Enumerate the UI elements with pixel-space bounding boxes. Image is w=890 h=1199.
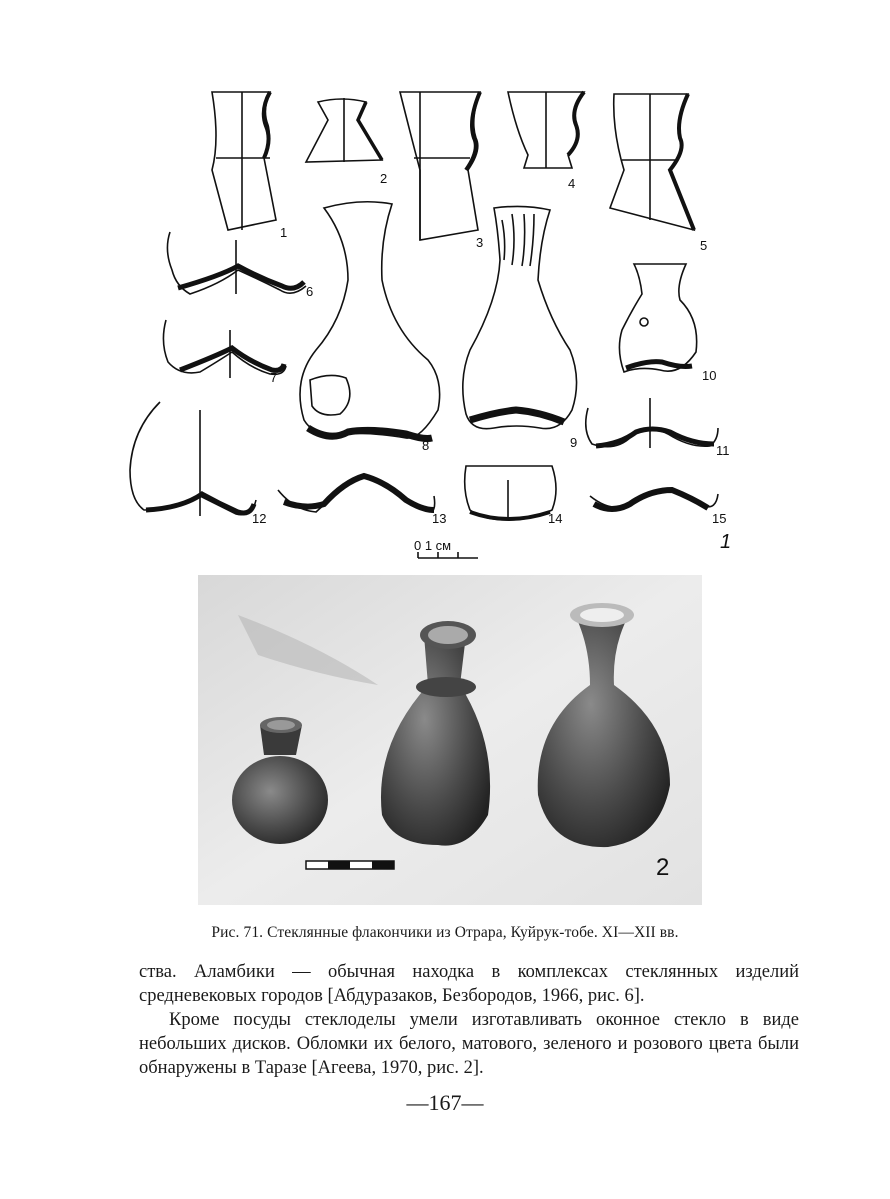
vessel-drawings [120,80,760,560]
label-3: 3 [476,235,484,250]
vessel-5 [610,94,694,230]
vessel-4 [508,92,584,168]
vessel-11 [586,398,718,448]
vessel-13 [278,476,435,512]
scale-label: 0 1 см [414,538,452,553]
body-text [139,960,799,1080]
paragraph: ства. Аламбики — обычная находка в комплексах стеклянных изделий средневековых городов [Абдуразаков, Безбородов, 1966, рис. 6]. [139,962,799,1006]
label-8: 8 [422,438,430,453]
label-5: 5 [700,238,708,253]
label-1: 1 [280,225,288,240]
label-9: 9 [570,435,578,450]
label-10: 10 [702,368,717,383]
paragraph: Кроме посуды стеклоделы умели изготавливать оконное стекло в виде небольших дисков. Обломки их белого, матового, зеленого и розового цвета были обнаружены в Таразе [Агеева, 1970, рис. 2]. [139,1010,799,1078]
vessel-8 [300,202,440,439]
label-12: 12 [252,511,267,526]
vessel-6 [167,232,306,294]
vessel-photograph [198,575,702,905]
vessel-14 [465,466,556,520]
page-number: —167— [406,1090,484,1115]
label-4: 4 [568,176,576,191]
vessel-2 [306,98,382,162]
figure-part-1-number: 1 [720,531,732,553]
label-7: 7 [270,370,278,385]
figure-caption: Рис. 71. Стеклянные флакончики из Отрара, Куйрук-тобе. XI—XII вв. [211,924,679,941]
label-11: 11 [716,443,730,458]
vessel-3 [400,92,480,240]
label-15: 15 [712,511,727,526]
label-2: 2 [380,171,388,186]
figure-part-2-number: 2 [656,854,670,881]
label-13: 13 [432,511,447,526]
vessel-12 [130,402,256,516]
label-14: 14 [548,511,563,526]
vessel-15 [590,490,718,509]
vessel-1 [212,92,276,230]
label-6: 6 [306,284,314,299]
photo-scale-bar [306,861,394,869]
vessel-10 [619,264,696,372]
vessel-7 [163,320,286,378]
